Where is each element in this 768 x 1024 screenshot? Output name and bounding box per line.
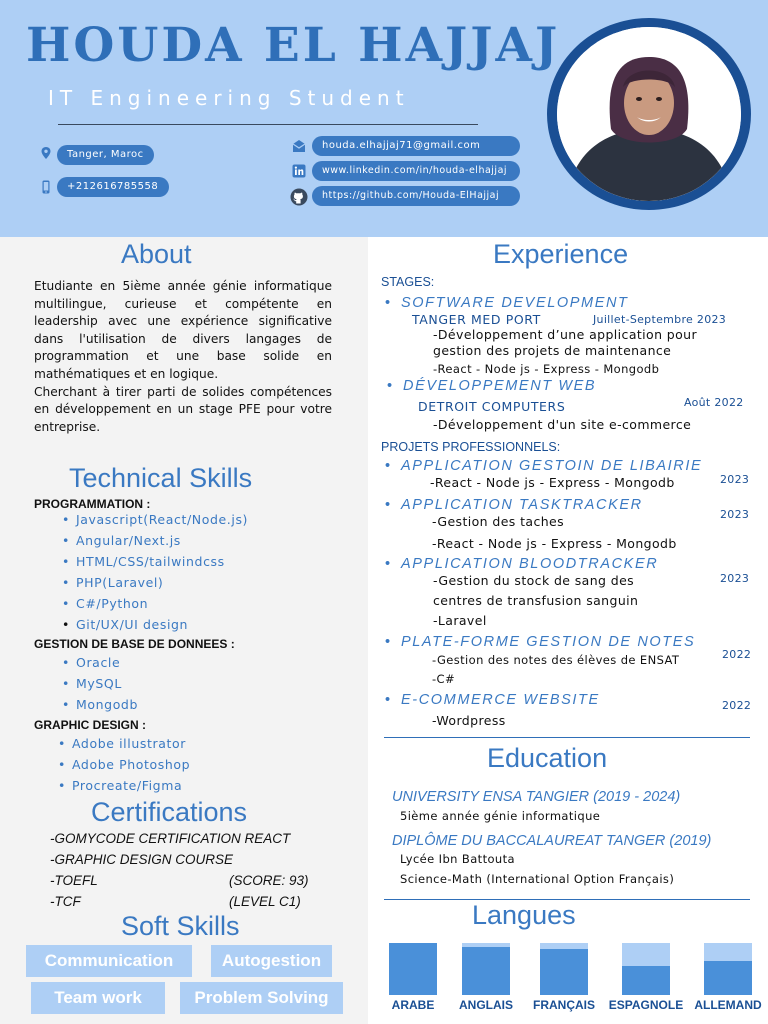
education-description: Lycée Ibn Battouta bbox=[400, 852, 515, 866]
experience-title: Experience bbox=[493, 239, 629, 269]
project-date: 2023 bbox=[720, 508, 750, 521]
email-link[interactable]: houda.elhajjaj71@gmail.com bbox=[312, 136, 520, 156]
about-paragraph: Cherchant à tirer parti de solides compétences en développement en un stage PFE pour votre entreprise. bbox=[34, 384, 332, 434]
list-item: • MySQL bbox=[62, 676, 138, 697]
project-description: -React - Node js - Express - Mongodb bbox=[430, 475, 675, 490]
project-title: • APPLICATION TASKTRACKER bbox=[385, 497, 643, 513]
language-name: ESPAGNOLE bbox=[608, 998, 684, 1012]
soft-skill-badge: Autogestion bbox=[211, 945, 332, 977]
project-description: -Wordpress bbox=[432, 713, 506, 728]
list-item: • PHP(Laravel) bbox=[62, 575, 248, 596]
certification-item bbox=[50, 873, 340, 894]
company-name: TANGER MED PORT bbox=[412, 312, 541, 327]
project-date: 2022 bbox=[722, 648, 752, 661]
list-item: • Javascript(React/Node.js) bbox=[62, 512, 248, 533]
education-item-title: UNIVERSITY ENSA TANGIER (2019 - 2024) bbox=[392, 789, 681, 805]
project-title: • APPLICATION GESTOIN DE LIBAIRIE bbox=[385, 458, 702, 474]
header bbox=[0, 0, 768, 237]
language-level-fill bbox=[389, 943, 437, 995]
list-item: • Mongodb bbox=[62, 697, 138, 718]
profile-photo-frame bbox=[547, 18, 751, 210]
candidate-name: HOUDA EL HAJJAJ bbox=[26, 18, 561, 73]
list-item: • HTML/CSS/tailwindcss bbox=[62, 554, 248, 575]
technical-skills-title: Technical Skills bbox=[69, 463, 253, 493]
project-description: -Gestion des taches bbox=[432, 514, 565, 529]
language-name: ANGLAIS bbox=[459, 998, 513, 1012]
language-level-bar bbox=[704, 943, 752, 995]
stages-label: STAGES: bbox=[381, 275, 435, 289]
soft-skill-badge: Problem Solving bbox=[180, 982, 343, 1014]
list-item: • Git/UX/UI design bbox=[62, 617, 248, 638]
experience-description: gestion des projets de maintenance bbox=[433, 343, 672, 358]
certification-name: -GRAPHIC DESIGN COURSE bbox=[50, 852, 234, 867]
phone-text: +212616785558 bbox=[57, 177, 169, 197]
education-description: Science-Math (International Option Français) bbox=[400, 872, 675, 886]
location-text: Tanger, Maroc bbox=[57, 145, 154, 165]
github-link[interactable]: https://github.com/Houda-ElHajjaj bbox=[312, 186, 520, 206]
language-level-bar bbox=[540, 943, 588, 995]
project-title: • APPLICATION BLOODTRACKER bbox=[385, 556, 658, 572]
certification-name: -GOMYCODE CERTIFICATION REACT bbox=[50, 831, 291, 846]
linkedin-icon bbox=[292, 164, 306, 178]
language-level-fill bbox=[462, 947, 510, 995]
languages-title: Langues bbox=[472, 900, 576, 930]
certification-item bbox=[50, 831, 340, 852]
soft-skill-badge: Team work bbox=[31, 982, 165, 1014]
programming-list bbox=[62, 512, 248, 638]
certification-name: -TCF bbox=[50, 894, 81, 909]
soft-skills-title: Soft Skills bbox=[121, 911, 240, 941]
database-label: GESTION DE BASE DE DONNEES : bbox=[34, 637, 235, 651]
header-divider bbox=[58, 124, 478, 125]
database-list bbox=[62, 655, 138, 718]
project-description: -Laravel bbox=[433, 613, 487, 628]
programming-label: PROGRAMMATION : bbox=[34, 497, 151, 511]
certification-name: -TOEFL bbox=[50, 873, 98, 888]
list-item: • Adobe Photoshop bbox=[58, 757, 190, 778]
candidate-title: IT Engineering Student bbox=[48, 86, 410, 110]
education-description: 5ième année génie informatique bbox=[400, 809, 601, 823]
education-item-title: DIPLÔME DU BACCALAUREAT TANGER (2019) bbox=[392, 833, 712, 849]
section-divider bbox=[384, 737, 750, 738]
projects-label: PROJETS PROFESSIONNELS: bbox=[381, 440, 561, 454]
about-text bbox=[34, 278, 332, 436]
list-item: • Procreate/Figma bbox=[58, 778, 190, 799]
project-description: -React - Node js - Express - Mongodb bbox=[432, 536, 677, 551]
soft-skill-badge: Communication bbox=[26, 945, 192, 977]
list-item: • Adobe illustrator bbox=[58, 736, 190, 757]
project-date: 2022 bbox=[722, 699, 752, 712]
design-list bbox=[58, 736, 190, 799]
language-level-bar bbox=[389, 943, 437, 995]
language-name: FRANÇAIS bbox=[533, 998, 595, 1012]
certifications-title: Certifications bbox=[91, 797, 248, 827]
phone-icon bbox=[39, 180, 53, 194]
experience-description: -React - Node js - Express - Mongodb bbox=[433, 362, 660, 376]
language-level-bar bbox=[462, 943, 510, 995]
list-item: • Oracle bbox=[62, 655, 138, 676]
list-item: • C#/Python bbox=[62, 596, 248, 617]
language-level-bar bbox=[622, 943, 670, 995]
experience-item-title: • SOFTWARE DEVELOPMENT bbox=[385, 295, 629, 311]
experience-item-title: • DÉVELOPPEMENT WEB bbox=[387, 378, 596, 394]
about-paragraph: Etudiante en 5ième année génie informatique multilingue, curieuse et compétente en leadership avec une expérience significative dans l'utilisation de divers langages de programmation et une base solide en mathématiques et en logique. bbox=[34, 279, 332, 381]
language-name: ARABE bbox=[391, 998, 435, 1012]
experience-date: Août 2022 bbox=[684, 396, 744, 409]
language-name: ALLEMAND bbox=[694, 998, 762, 1012]
certification-item bbox=[50, 852, 340, 873]
certification-score: (SCORE: 93) bbox=[229, 873, 309, 888]
experience-description: -Développement d'un site e-commerce bbox=[433, 417, 692, 432]
github-icon bbox=[290, 188, 308, 206]
list-item: • Angular/Next.js bbox=[62, 533, 248, 554]
certifications-list bbox=[50, 831, 340, 915]
project-title: • PLATE-FORME GESTION DE NOTES bbox=[385, 634, 695, 650]
project-title: • E-COMMERCE WEBSITE bbox=[385, 692, 600, 708]
project-description: -Gestion du stock de sang des bbox=[433, 573, 635, 588]
experience-date: Juillet-Septembre 2023 bbox=[593, 313, 727, 326]
email-icon bbox=[292, 139, 306, 153]
language-level-fill bbox=[704, 961, 752, 995]
about-title: About bbox=[121, 239, 192, 269]
linkedin-link[interactable]: www.linkedin.com/in/houda-elhajjaj bbox=[312, 161, 520, 181]
location-pin-icon bbox=[39, 146, 53, 160]
design-label: GRAPHIC DESIGN : bbox=[34, 718, 147, 732]
company-name: DETROIT COMPUTERS bbox=[418, 399, 566, 414]
certification-score: (LEVEL C1) bbox=[229, 894, 301, 909]
profile-photo bbox=[557, 27, 741, 201]
education-title: Education bbox=[487, 743, 608, 773]
project-description: -C# bbox=[432, 672, 456, 686]
project-description: -Gestion des notes des élèves de ENSAT bbox=[432, 653, 680, 667]
language-level-fill bbox=[622, 966, 670, 995]
project-description: centres de transfusion sanguin bbox=[433, 593, 639, 608]
project-date: 2023 bbox=[720, 473, 750, 486]
project-date: 2023 bbox=[720, 572, 750, 585]
experience-description: -Développement d’une application pour bbox=[433, 327, 698, 342]
language-level-fill bbox=[540, 949, 588, 995]
